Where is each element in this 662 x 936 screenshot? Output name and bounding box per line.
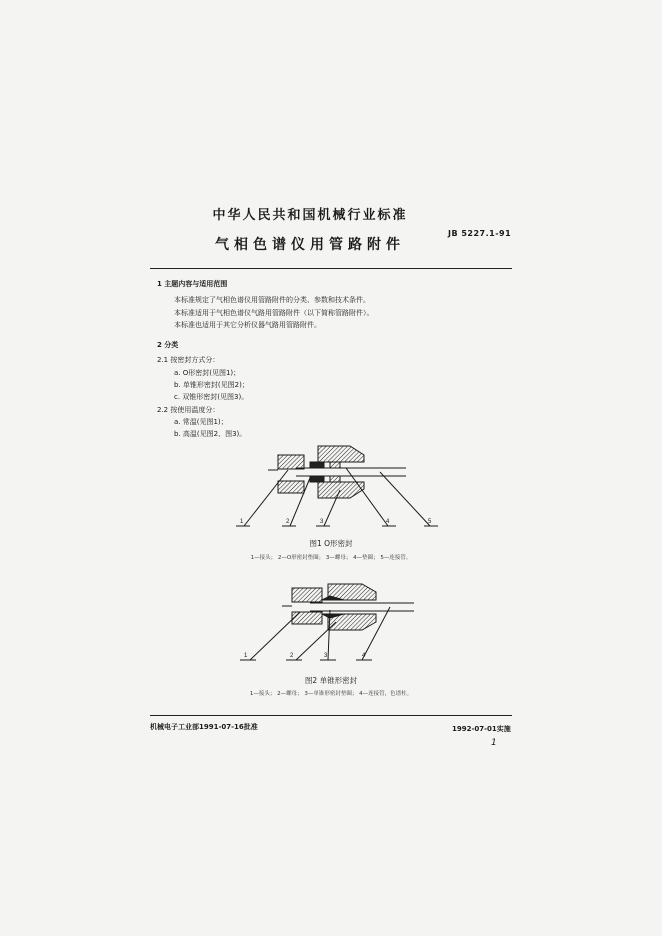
fig1-label-4: 4 — [386, 519, 390, 525]
section1-para2: 本标准适用于气相色谱仪气路用管路附件（以下简称管路附件）。 — [174, 309, 374, 317]
fig1-label-1: 1 — [240, 519, 244, 525]
item-2-2-a: a. 常温(见图1)； — [174, 418, 228, 426]
figure1-caption: 图1 O形密封 — [309, 539, 353, 548]
figure1-legend: 1—接头； 2—O形密封垫圈； 3—螺母； 4—垫圈； 5—连接管。 — [250, 555, 412, 561]
item-2-2-b: b. 高温(见图2、图3)。 — [174, 430, 247, 438]
section1-para1: 本标准规定了气相色谱仪用管路附件的分类、参数和技术条件。 — [174, 296, 370, 304]
doc-title: 气相色谱仪用管路附件 — [215, 237, 405, 253]
footer-rule — [150, 715, 512, 716]
standard-number: JB 5227.1-91 — [448, 229, 512, 238]
fig2-label-4: 4 — [362, 653, 366, 659]
item-2-1-c: c. 双锥形密封(见图3)。 — [174, 393, 249, 401]
fig2-label-3: 3 — [324, 653, 328, 659]
section1-heading: 1 主题内容与适用范围 — [157, 280, 228, 288]
approval-line: 机械电子工业部1991-07-16批准 — [150, 723, 258, 731]
figure2-caption: 图2 单锥形密封 — [304, 676, 358, 685]
org-title: 中华人民共和国机械行业标准 — [212, 208, 408, 223]
fig1-label-5: 5 — [428, 519, 432, 525]
item-2-1-b: b. 单锥形密封(见图2)； — [174, 381, 249, 389]
figure2-legend: 1—接头； 2—螺母； 3—单锥形密封垫圈； 4—连接管，色谱柱。 — [249, 691, 413, 697]
fig1-label-2: 2 — [286, 519, 290, 525]
effective-date: 1992-07-01实施 — [452, 725, 511, 733]
page-number: 1 — [491, 738, 497, 748]
fig2-label-1: 1 — [244, 653, 248, 659]
item-2-1-a: a. O形密封(见图1)； — [174, 369, 241, 377]
section2-heading: 2 分类 — [157, 341, 179, 349]
item-2-2: 2.2 按使用温度分： — [157, 406, 220, 414]
item-2-1: 2.1 按密封方式分： — [157, 356, 220, 364]
fig2-label-2: 2 — [290, 653, 294, 659]
section1-para3: 本标准也适用于其它分析仪器气路用管路附件。 — [174, 321, 321, 329]
fig1-label-3: 3 — [320, 519, 324, 525]
